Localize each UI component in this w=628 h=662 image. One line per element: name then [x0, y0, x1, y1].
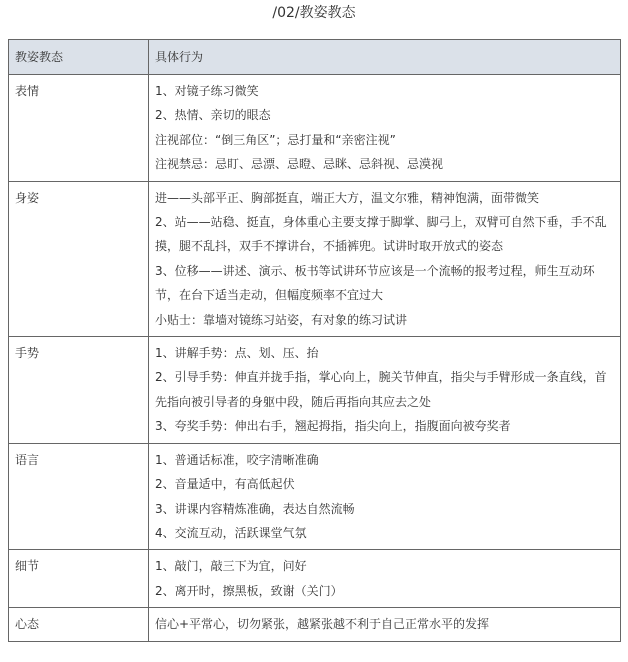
behavior-line: 2、热情、亲切的眼态	[155, 108, 271, 123]
behavior-line: 2、引导手势：伸直并拢手指，掌心向上，腕关节伸直，指尖与手臂形成一条直线，首先指向被引导者的身躯中段，随后再指向其应去之处	[155, 370, 607, 409]
behavior-line: 小贴士：靠墙对镜练习站姿，有对象的练习试讲	[155, 312, 408, 327]
table-header-row	[9, 40, 621, 75]
behavior-cell	[149, 337, 621, 444]
table-row	[9, 608, 621, 641]
category-label: 表情	[15, 84, 40, 98]
category-cell	[9, 443, 149, 550]
behavior-line: 4、交流互动，活跃课堂气氛	[155, 525, 307, 540]
category-cell	[9, 181, 149, 336]
behavior-cell	[149, 443, 621, 550]
behavior-cell	[149, 608, 621, 641]
behavior-line: 注视部位：“倒三角区”；忌打量和“亲密注视”	[155, 132, 396, 147]
behavior-table	[8, 39, 621, 642]
category-cell	[9, 550, 149, 608]
behavior-line: 1、敲门，敲三下为宜，问好	[155, 559, 307, 574]
behavior-line: 1、对镜子练习微笑	[155, 84, 259, 98]
behavior-cell	[149, 75, 621, 182]
column-header-category: 教姿教态	[9, 40, 149, 75]
category-label: 细节	[15, 559, 40, 574]
category-cell	[9, 337, 149, 444]
behavior-line: 2、站——站稳、挺直，身体重心主要支撑于脚掌、脚弓上，双臂可自然下垂，手不乱摸，腿不乱抖，双手不撑讲台，不插裤兜。试讲时取开放式的姿态	[155, 215, 607, 254]
column-header-behavior: 具体行为	[149, 40, 621, 75]
behavior-cell	[149, 181, 621, 336]
table-row	[9, 550, 621, 608]
category-cell	[9, 608, 149, 641]
behavior-line: 信心+平常心，切勿紧张，越紧张越不利于自己正常水平的发挥	[155, 617, 490, 632]
page-title: /02/教姿教态	[272, 5, 356, 21]
category-label: 身姿	[15, 190, 40, 205]
category-cell	[9, 75, 149, 182]
behavior-line: 3、讲课内容精炼准确，表达自然流畅	[155, 501, 355, 516]
table-row	[9, 75, 621, 182]
category-label: 手势	[15, 346, 40, 361]
behavior-cell	[149, 550, 621, 608]
behavior-line: 注视禁忌：忌盯、忌漂、忌瞪、忌眯、忌斜视、忌漠视	[155, 157, 444, 172]
behavior-line: 3、夸奖手势：伸出右手，翘起拇指，指尖向上，指腹面向被夸奖者	[155, 419, 511, 434]
table-row	[9, 337, 621, 444]
table-row	[9, 181, 621, 336]
table-row	[9, 443, 621, 550]
behavior-line: 进——头部平正、胸部挺直，端正大方，温文尔雅，精神饱满，面带微笑	[155, 190, 540, 205]
behavior-line: 2、离开时，擦黑板，致谢（关门）	[155, 583, 343, 598]
category-label: 语言	[15, 452, 40, 467]
behavior-line: 3、位移——讲述、演示、板书等试讲环节应该是一个流畅的报考过程，师生互动环节，在台下适当走动，但幅度频率不宜过大	[155, 263, 595, 303]
behavior-line: 1、讲解手势：点、划、压、抬	[155, 346, 319, 361]
category-label: 心态	[15, 617, 40, 632]
behavior-line: 1、普通话标准，咬字清晰准确	[155, 452, 319, 467]
behavior-line: 2、音量适中，有高低起伏	[155, 477, 295, 492]
